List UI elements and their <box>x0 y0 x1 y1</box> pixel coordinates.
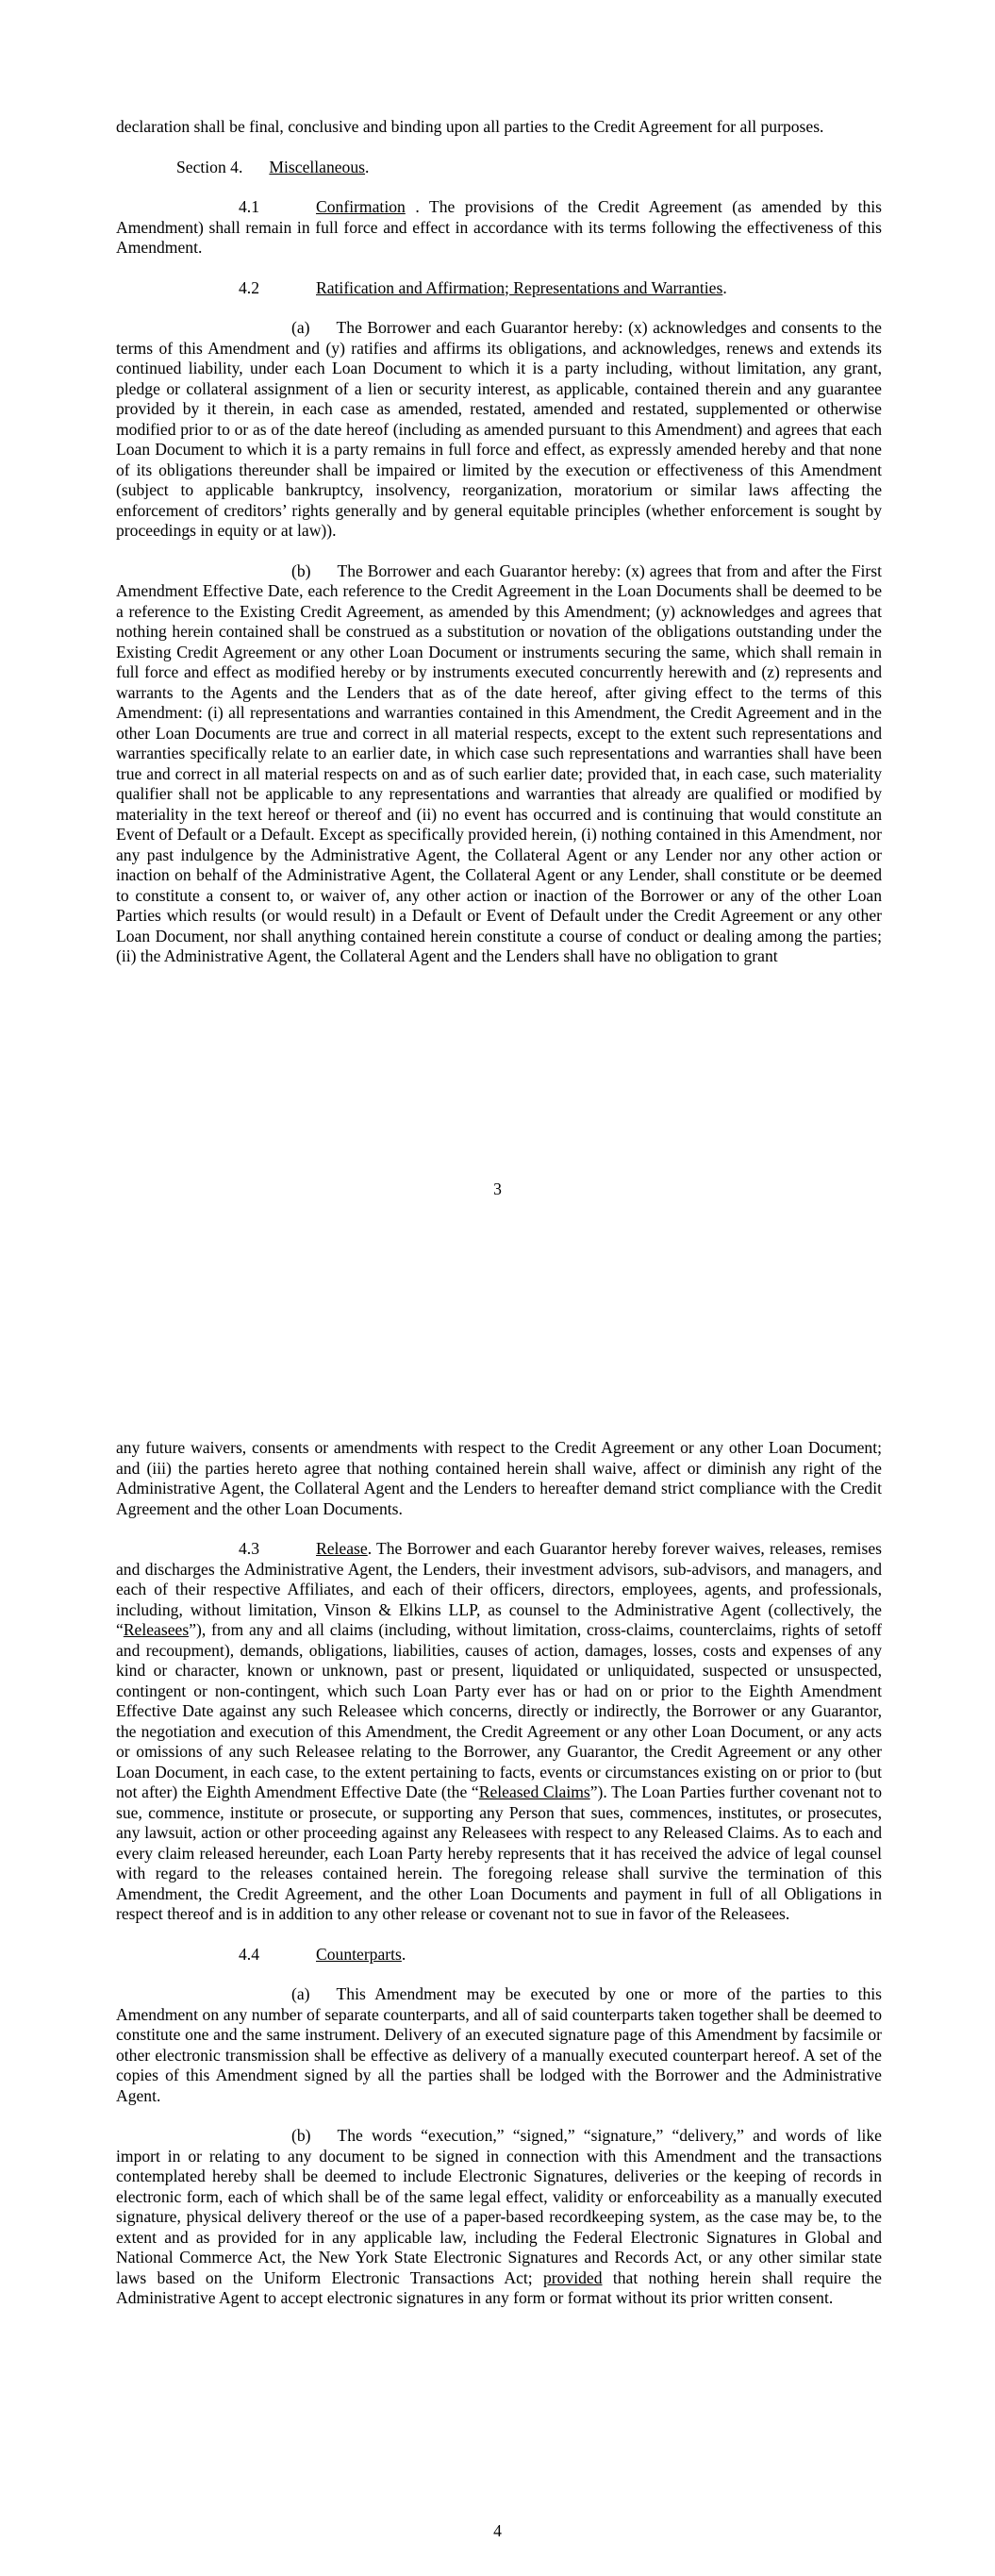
section-4-4-heading: 4.4 Counterparts. <box>239 1944 406 1964</box>
section-4-1-title: Confirmation <box>316 197 406 216</box>
releasees-term: Releasees <box>123 1620 190 1639</box>
section-4-2-b-paragraph: (b) The Borrower and each Guarantor hereby: (x) agrees that from and after the First Amendment Effective Date, each reference to the Credit Agreement in the Loan Documents shall be deemed to be a reference to the Existing Credit Agreement, as amended by this Amendment; (y) acknowledges and agrees that nothing herein contained shall be construed as a substitution or novation of the obligations outstanding under the Existing Credit Agreement or any other Loan Document or instruments securing the same, which shall remain in full force and effect as modified hereby or by instruments executed concurrently herewith and (z) represents and warrants to the Agents and the Lenders that as of the date hereof, after giving effect to the terms of this Amendment: (i) all representations and warranties contained in this Amendment, the Credit Agreement and in the other Loan Documents are true and correct in all material respects, except to the extent such representations and warranties specifically relate to an earlier date, in which case such representations and warranties shall have been true and correct in all material respects on and as of such earlier date; provided that, in each case, such materiality qualifier shall not be applicable to any representations and warranties that already are qualified or modified by materiality in the text hereof or thereof and (ii) no event has occurred and is continuing that would constitute an Event of Default or a Default. Except as specifically provided herein, (i) nothing contained in this Amendment, nor any past indulgence by the Administrative Agent, the Collateral Agent or any Lender nor any other action or inaction on behalf of the Administrative Agent, the Collateral Agent or any Lender, shall constitute or be deemed to constitute a consent to, or waiver of, any other action or inaction of the Borrower or any of the other Loan Parties which results (or would result) in a Default or Event of Default under the Credit Agreement or any other Loan Document, nor shall anything contained herein constitute a course of conduct or dealing among the parties; (ii) the Administrative Agent, the Collateral Agent and the Lenders shall have no obligation to grant <box>116 560 882 965</box>
intro-paragraph: declaration shall be final, conclusive and binding upon all parties to the Credit Agreement for all purposes. <box>116 117 824 136</box>
continuation-paragraph: any future waivers, consents or amendments with respect to the Credit Agreement or any other Loan Document; and (iii) the parties hereto agree that nothing contained herein shall waive, affect or diminish any right of the Administrative Agent, the Collateral Agent and the Lenders to hereafter demand strict compliance with the Credit Agreement and the other Loan Documents. <box>116 1438 882 1518</box>
section-4-2-heading: 4.2 Ratification and Affirmation; Representations and Warranties. <box>239 277 727 297</box>
section-4-3-paragraph: 4.3 Release. The Borrower and each Guarantor hereby forever waives, releases, remises and discharges the Administrative Agent, the Lenders, their investment advisors, sub-advisors, and managers, and each of their respective Affiliates, and each of their officers, directors, employees, agents, and professionals, including, without limitation, Vinson & Elkins LLP, as counsel to the Administrative Agent (collectively, the “Releasees”), from any and all claims (including, without limitation, cross-claims, counterclaims, rights of setoff and recoupment), demands, obligations, liabilities, causes of action, damages, losses, costs and expenses of any kind or character, known or unknown, past or present, liquidated or unliquidated, suspected or unsuspected, contingent or non-contingent, which such Loan Party ever has or had on or prior to the Eighth Amendment Effective Date against any such Releasee which concerns, directly or indirectly, the Borrower or any Guarantor, the negotiation and execution of this Amendment, the Credit Agreement or any other Loan Document, or any acts or omissions of any such Releasee relating to the Borrower, any Guarantor, the Credit Agreement or any other Loan Document, in each case, to the extent pertaining to facts, events or circumstances existing on or prior to (but not after) the Eighth Amendment Effective Date (the “Released Claims”). The Loan Parties further covenant not to sue, commence, institute or prosecute, or supporting any Person that sues, commences, institutes, or prosecutes, any lawsuit, action or other proceeding against any Releasees with respect to any Released Claims. As to each and every claim released hereunder, each Loan Party hereby represents that it has received the advice of legal counsel with regard to the releases contained herein. The foregoing release shall survive the termination of this Amendment, the Credit Agreement, and the other Loan Documents and payment in full of all Obligations in respect thereof and is in addition to any other release or covenant not to sue in favor of the Releasees. <box>116 1539 882 1923</box>
page-number: 3 <box>493 1179 502 1198</box>
section-4-title: Miscellaneous <box>269 157 366 176</box>
section-4-2-a-paragraph: (a) The Borrower and each Guarantor hereby: (x) acknowledges and consents to the terms of this Amendment and (y) ratifies and affirms its obligations, and acknowledges, renews and extends its continued liability, under each Loan Document to which it is a party including, without limitation, any grant, pledge or collateral assignment of a lien or security interest, as applicable, contained therein and any guarantee provided by it therein, in each case as amended, restated, amended and restated, supplemented or otherwise modified prior to or as of the date hereof (including as amended pursuant to this Amendment) and agrees that each Loan Document to which it is a party remains in full force and effect, as expressly amended hereby and that none of its obligations thereunder shall be impaired or limited by the execution or effectiveness of this Amendment (subject to applicable bankruptcy, insolvency, reorganization, moratorium or similar laws affecting the enforcement of creditors’ rights generally and by general equitable principles (whether enforcement is sought by proceedings in equity or at law)). <box>116 318 882 540</box>
section-4-4-title: Counterparts <box>316 1944 402 1964</box>
provided-term: provided <box>542 2267 603 2287</box>
section-4-heading: Section 4. Miscellaneous. <box>176 157 370 176</box>
document-page-4 <box>0 1227 995 2576</box>
section-4-2-title: Ratification and Affirmation; Representations and Warranties <box>316 277 723 297</box>
section-4-3-title: Release <box>316 1539 368 1558</box>
section-4-4-b-paragraph: (b) The words “execution,” “signed,” “signature,” “delivery,” and words of like import in or relating to any document to be signed in connection with this Amendment and the transactions contemplated hereby shall be deemed to include Electronic Signatures, deliveries or the keeping of records in electronic form, each of which shall be of the same legal effect, validity or enforceability as a manually executed signature, physical delivery thereof or the use of a paper-based recordkeeping system, as the case may be, to the extent and as provided for in any applicable law, including the Federal Electronic Signatures in Global and National Commerce Act, the New York State Electronic Signatures and Records Act, or any other similar state laws based on the Uniform Electronic Transactions Act; provided that nothing herein shall require the Administrative Agent to accept electronic signatures in any form or format without its prior written consent. <box>116 2126 882 2307</box>
document-page-3 <box>0 0 995 1227</box>
page-3-body <box>116 117 882 967</box>
page-4-body <box>116 1438 882 2309</box>
section-4-1-paragraph: 4.1 Confirmation . The provisions of the Credit Agreement (as amended by this Amendment) shall remain in full force and effect in accordance with its terms following the effectiveness of this Amendment. <box>116 197 882 257</box>
page-number: 4 <box>493 2521 502 2540</box>
released-claims-term: Released Claims <box>478 1782 590 1801</box>
section-4-4-a-paragraph: (a) This Amendment may be executed by one or more of the parties to this Amendment on any number of separate counterparts, and all of said counterparts taken together shall be deemed to constitute one and the same instrument. Delivery of an executed signature page of this Amendment by facsimile or other electronic transmission shall be effective as delivery of a manually executed counterpart hereof. A set of the copies of this Amendment signed by all the parties shall be lodged with the Borrower and the Administrative Agent. <box>116 1984 882 2105</box>
